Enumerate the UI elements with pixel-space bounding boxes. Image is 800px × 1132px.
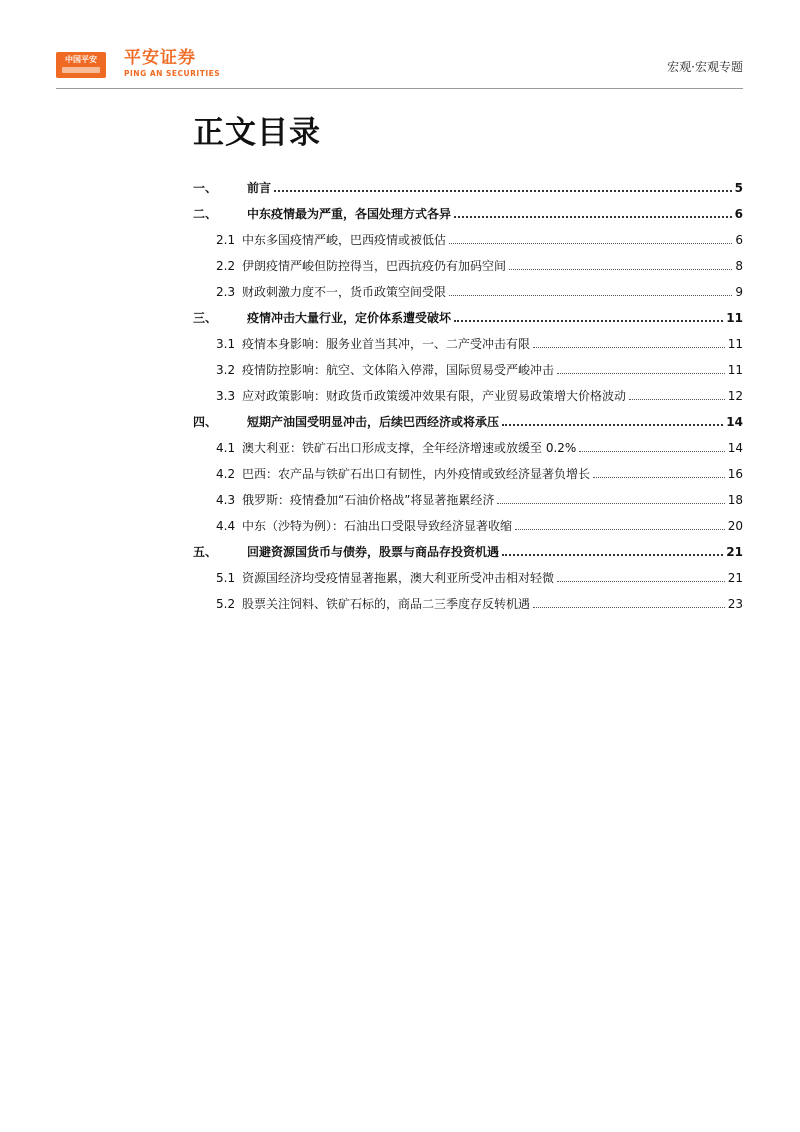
toc-section-entry[interactable] — [193, 586, 743, 612]
toc-entry-number: 5.2 — [216, 597, 236, 611]
toc-entry-number: 2.3 — [216, 285, 236, 299]
toc-entry-number: 三、 — [193, 311, 218, 325]
toc-entry-title: 伊朗疫情严峻但防控得当，巴西抗疫仍有加码空间 — [242, 259, 507, 273]
toc-entry-page-number: 21 — [727, 571, 743, 585]
toc-section-entry[interactable] — [193, 378, 743, 404]
page-title: 正文目录 — [193, 115, 321, 151]
toc-entry-page-number: 18 — [727, 493, 743, 507]
toc-entry-title: 疫情本身影响：服务业首当其冲，一、二产受冲击有限 — [242, 337, 531, 351]
toc-dot-leader — [274, 190, 732, 192]
toc-section-entry[interactable] — [193, 430, 743, 456]
toc-entry-title: 资源国经济均受疫情显著拖累，澳大利亚所受冲击相对轻微 — [242, 571, 555, 585]
toc-entry-page-number: 11 — [727, 337, 743, 351]
toc-entry-number: 2.2 — [216, 259, 236, 273]
toc-entry-title: 疫情防控影响：航空、文体陷入停滞，国际贸易受严峻冲击 — [242, 363, 555, 377]
toc-entry-title: 俄罗斯：疫情叠加“石油价格战”将显著拖累经济 — [242, 493, 495, 507]
toc-section-entry[interactable] — [193, 482, 743, 508]
toc-entry-number: 二、 — [193, 207, 218, 221]
toc-entry-page-number: 8 — [735, 259, 743, 273]
toc-entry-number: 4.4 — [216, 519, 236, 533]
toc-dot-leader — [449, 295, 732, 296]
toc-chapter-entry[interactable] — [193, 170, 743, 196]
toc-entry-title: 应对政策影响：财政货币政策缓冲效果有限，产业贸易政策增大价格波动 — [242, 389, 627, 403]
toc-entry-number: 3.1 — [216, 337, 236, 351]
toc-dot-leader — [454, 216, 732, 218]
toc-entry-page-number: 14 — [726, 415, 743, 429]
toc-entry-title: 中东多国疫情严峻，巴西疫情或被低估 — [242, 233, 447, 247]
toc-dot-leader — [557, 373, 725, 374]
toc-entry-page-number: 6 — [734, 207, 743, 221]
toc-entry-number: 3.3 — [216, 389, 236, 403]
toc-entry-number: 3.2 — [216, 363, 236, 377]
toc-entry-page-number: 14 — [727, 441, 743, 455]
toc-dot-leader — [449, 243, 732, 244]
toc-entry-page-number: 16 — [727, 467, 743, 481]
toc-entry-title: 中东（沙特为例）：石油出口受限导致经济显著收缩 — [242, 519, 513, 533]
page-header — [56, 48, 743, 89]
toc-entry-page-number: 11 — [727, 363, 743, 377]
report-section-label: 宏观·宏观专题 — [667, 60, 743, 74]
logo-badge-strip — [62, 67, 100, 73]
logo-badge-text: 中国平安 — [65, 55, 97, 64]
toc-dot-leader — [533, 607, 725, 608]
toc-dot-leader — [509, 269, 732, 270]
toc-dot-leader — [629, 399, 725, 400]
toc-dot-leader — [533, 347, 725, 348]
toc-entry-number: 四、 — [193, 415, 218, 429]
toc-dot-leader — [579, 451, 724, 452]
toc-entry-page-number: 11 — [726, 311, 743, 325]
toc-section-entry[interactable] — [193, 508, 743, 534]
toc-entry-title: 回避资源国货币与债券，股票与商品存投资机遇 — [247, 545, 500, 559]
toc-chapter-entry[interactable] — [193, 196, 743, 222]
toc-section-entry[interactable] — [193, 456, 743, 482]
toc-entry-page-number: 5 — [734, 181, 743, 195]
toc-dot-leader — [454, 320, 723, 322]
toc-entry-title: 财政刺激力度不一，货币政策空间受限 — [242, 285, 447, 299]
toc-entry-page-number: 9 — [735, 285, 743, 299]
toc-entry-number: 4.2 — [216, 467, 236, 481]
toc-entry-number: 五、 — [193, 545, 218, 559]
toc-entry-title: 澳大利亚：铁矿石出口形成支撑，全年经济增速或放缓至 0.2% — [242, 441, 577, 455]
toc-entry-title: 疫情冲击大量行业，定价体系遭受破坏 — [247, 311, 452, 325]
toc-section-entry[interactable] — [193, 326, 743, 352]
toc-entry-number: 4.1 — [216, 441, 236, 455]
toc-section-entry[interactable] — [193, 222, 743, 248]
toc-chapter-entry[interactable] — [193, 300, 743, 326]
toc-entry-title: 巴西：农产品与铁矿石出口有韧性，内外疫情或致经济显著负增长 — [242, 467, 591, 481]
toc-entry-number: 一、 — [193, 181, 218, 195]
toc-entry-number: 5.1 — [216, 571, 236, 585]
toc-dot-leader — [557, 581, 725, 582]
toc-dot-leader — [593, 477, 725, 478]
toc-entry-number: 4.3 — [216, 493, 236, 507]
toc-chapter-entry[interactable] — [193, 534, 743, 560]
toc-entry-page-number: 21 — [726, 545, 743, 559]
toc-chapter-entry[interactable] — [193, 404, 743, 430]
toc-entry-page-number: 20 — [727, 519, 743, 533]
brand-name-cn: 平安证券 — [124, 48, 196, 68]
toc-entry-page-number: 23 — [727, 597, 743, 611]
toc-entry-page-number: 12 — [727, 389, 743, 403]
toc-entry-title: 中东疫情最为严重，各国处理方式各异 — [247, 207, 452, 221]
toc-section-entry[interactable] — [193, 274, 743, 300]
toc-entry-title: 股票关注饲料、铁矿石标的，商品二三季度存反转机遇 — [242, 597, 531, 611]
toc-dot-leader — [502, 554, 723, 556]
toc-entry-page-number: 6 — [735, 233, 743, 247]
toc-section-entry[interactable] — [193, 248, 743, 274]
toc-entry-title: 前言 — [247, 181, 272, 195]
ping-an-logo-badge — [56, 52, 106, 78]
toc-dot-leader — [502, 424, 723, 426]
table-of-contents — [193, 170, 743, 612]
toc-dot-leader — [497, 503, 724, 504]
toc-entry-number: 2.1 — [216, 233, 236, 247]
toc-dot-leader — [515, 529, 725, 530]
toc-entry-title: 短期产油国受明显冲击，后续巴西经济或将承压 — [247, 415, 500, 429]
toc-section-entry[interactable] — [193, 352, 743, 378]
brand-name-en: PING AN SECURITIES — [124, 69, 221, 78]
toc-section-entry[interactable] — [193, 560, 743, 586]
